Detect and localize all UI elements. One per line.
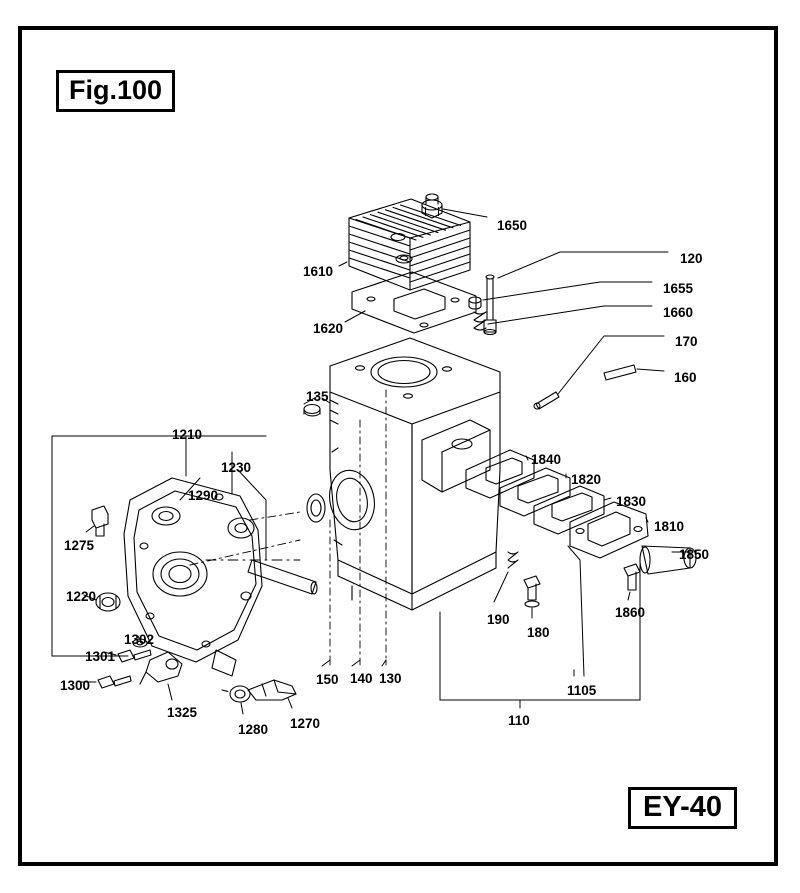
part-number-140: 140 bbox=[350, 671, 373, 686]
part-number-1620: 1620 bbox=[313, 321, 344, 336]
part-number-1210: 1210 bbox=[172, 427, 203, 442]
part-135-ring bbox=[304, 405, 320, 416]
part-number-180: 180 bbox=[527, 625, 550, 640]
part-130-140-150-internal-refs bbox=[330, 390, 386, 660]
part-number-1655: 1655 bbox=[663, 281, 694, 296]
part-190-spring-pin bbox=[508, 552, 518, 568]
part-1830-gasket bbox=[534, 486, 604, 534]
part-180-bolt bbox=[524, 576, 540, 607]
part-1810-carburetor-flange bbox=[570, 502, 648, 558]
part-number-1820: 1820 bbox=[571, 472, 602, 487]
part-1860-bolt bbox=[624, 564, 640, 590]
part-1820-insulator bbox=[500, 468, 570, 516]
part-1290-shaft bbox=[206, 560, 317, 594]
part-number-1840: 1840 bbox=[531, 452, 562, 467]
part-number-1810: 1810 bbox=[654, 519, 685, 534]
part-number-1220: 1220 bbox=[66, 589, 97, 604]
part-1610-cylinder-head bbox=[349, 199, 470, 290]
part-number-1290: 1290 bbox=[188, 488, 219, 503]
part-number-1830: 1830 bbox=[616, 494, 647, 509]
part-number-135: 135 bbox=[306, 389, 329, 404]
part-number-1270: 1270 bbox=[290, 716, 321, 731]
part-number-1650: 1650 bbox=[497, 218, 528, 233]
part-number-1301: 1301 bbox=[85, 649, 116, 664]
part-number-1302: 1302 bbox=[124, 632, 155, 647]
part-number-190: 190 bbox=[487, 612, 510, 627]
part-number-1300: 1300 bbox=[60, 678, 91, 693]
part-1280-1270-oil-filler bbox=[222, 680, 296, 702]
part-number-1860: 1860 bbox=[615, 605, 646, 620]
part-1220-oil-seal bbox=[96, 593, 120, 611]
part-number-1230: 1230 bbox=[221, 460, 252, 475]
part-160-pin bbox=[604, 365, 636, 380]
part-120-valve bbox=[484, 275, 496, 335]
part-number-110: 110 bbox=[508, 713, 530, 728]
part-number-130: 130 bbox=[379, 671, 402, 686]
part-170-pushrod bbox=[534, 392, 559, 409]
part-number-150: 150 bbox=[316, 672, 339, 687]
part-number-160: 160 bbox=[674, 370, 697, 385]
part-number-1660: 1660 bbox=[663, 305, 694, 320]
part-1650-nut bbox=[422, 194, 442, 218]
figure-title-box bbox=[56, 70, 175, 112]
part-1655-retainer bbox=[469, 297, 481, 309]
model-title-box bbox=[628, 787, 737, 829]
part-number-1850: 1850 bbox=[679, 547, 710, 562]
part-number-120: 120 bbox=[680, 251, 703, 266]
part-number-1275: 1275 bbox=[64, 538, 95, 553]
part-number-1325: 1325 bbox=[167, 705, 198, 720]
part-number-1105: 1105 bbox=[567, 683, 597, 698]
part-1300-bolt bbox=[98, 676, 131, 688]
part-number-1610: 1610 bbox=[303, 264, 334, 279]
figure-title: Fig.100 bbox=[69, 75, 163, 105]
part-number-170: 170 bbox=[675, 334, 698, 349]
model-title: EY-40 bbox=[643, 791, 722, 823]
part-110-crankcase bbox=[307, 338, 500, 610]
part-number-1280: 1280 bbox=[238, 722, 269, 737]
part-1275-plug bbox=[92, 506, 108, 536]
